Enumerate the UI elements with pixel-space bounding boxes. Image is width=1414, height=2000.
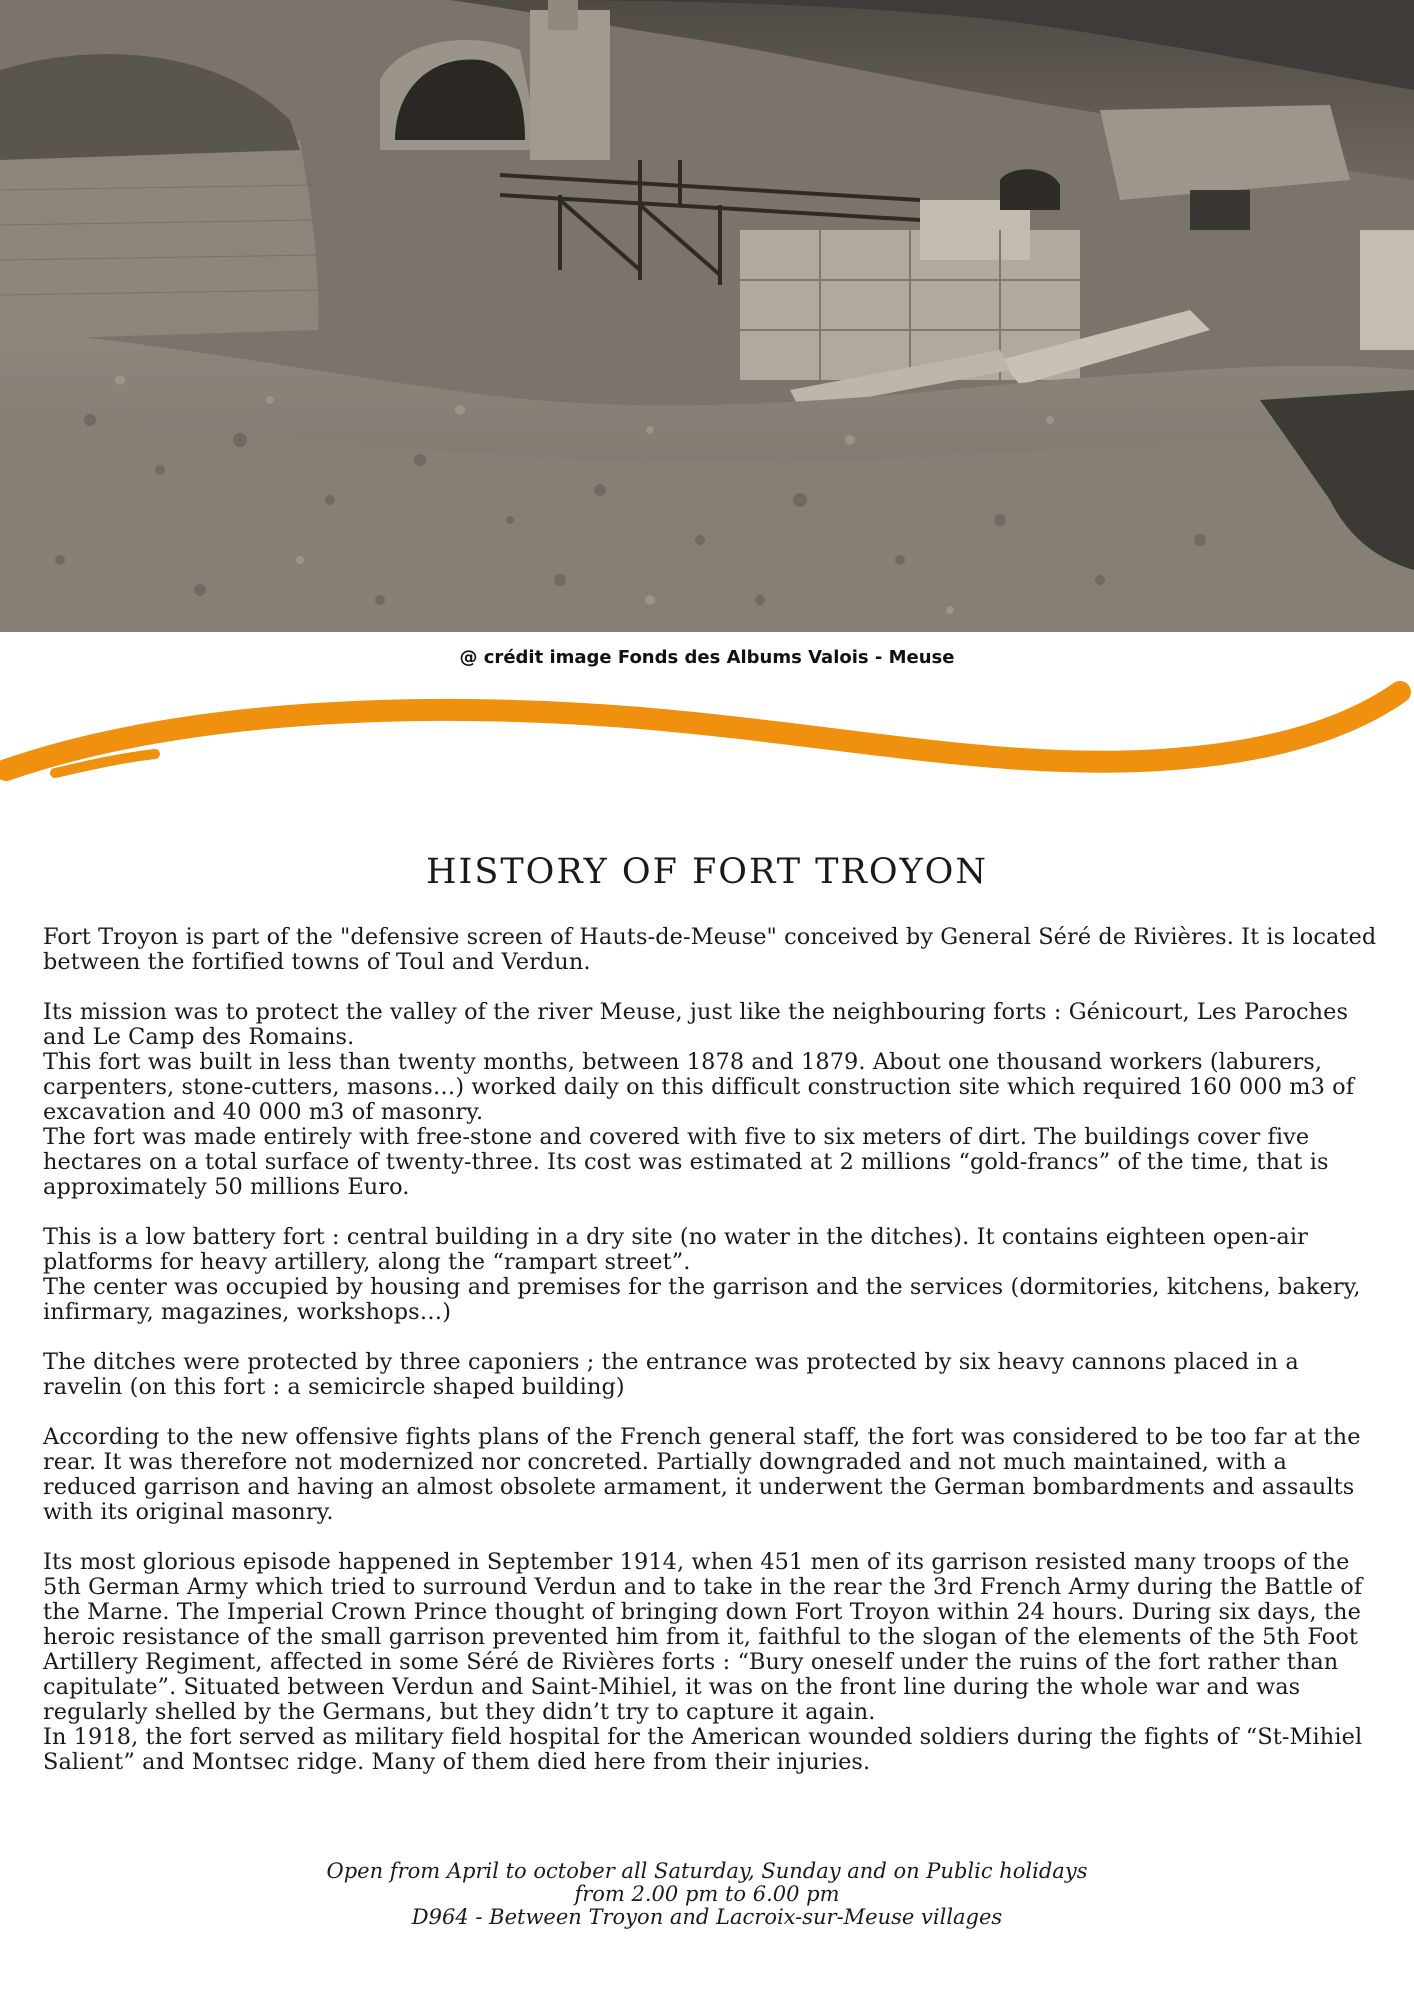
- swoosh-main-stroke: [6, 692, 1400, 770]
- history-body: [43, 925, 1383, 1800]
- image-credit: @ crédit image Fonds des Albums Valois - Meuse: [459, 647, 955, 668]
- opening-info: [0, 1860, 1414, 1929]
- paragraph-mission: Its mission was to protect the valley of the river Meuse, just like the neighbouring forts : Génicourt, Les Paroches and Le Camp des Romains. This fort was built in less than twenty months, between 1878 and 1879. About one thousand workers (laburers, carpenters, stone-cutters, masons…) worked daily on this difficult construction site which required 160 000 m3 of excavation and 40 000 m3 of masonry. The fort was made entirely with free-stone and covered with five to six meters of dirt. The buildings cover five hectares on a total surface of twenty-three. Its cost was estimated at 2 millions “gold-francs” of the time, that is approximately 50 millions Euro.: [43, 999, 1355, 1200]
- paragraph-ditches: The ditches were protected by three caponiers ; the entrance was protected by six heavy cannons placed in a ravelin (on this fort : a semicircle shaped building): [43, 1349, 1299, 1400]
- paragraph-1914: Its most glorious episode happened in September 1914, when 451 men of its garrison resisted many troops of the 5th German Army which tried to surround Verdun and to take in the rear the 3rd French Army during the Battle of the Marne. The Imperial Crown Prince thought of bringing down Fort Troyon within 24 hours. During six days, the heroic resistance of the small garrison prevented him from it, faithful to the slogan of the elements of the 5th Foot Artillery Regiment, affected in some Séré de Rivières forts : “Bury oneself under the ruins of the fort rather than capitulate”. Situated between Verdun and Saint-Mihiel, it was on the front line during the whole war and was regularly shelled by the Germans, but they didn’t try to capture it again. In 1918, the fort served as military field hospital for the American wounded soldiers during the fights of “St-Mihiel Salient” and Montsec ridge. Many of them died here from their injuries.: [43, 1549, 1363, 1775]
- paragraph-plans: According to the new offensive fights plans of the French general staff, the fort was considered to be too far at the rear. It was therefore not modernized nor concreted. Partially downgraded and not much maintained, with a reduced garrison and having an almost obsolete armament, it underwent the German bombardments and assaults with its original masonry.: [43, 1424, 1361, 1525]
- opening-days: Open from April to october all Saturday, Sunday and on Public holidays: [326, 1859, 1088, 1883]
- location: D964 - Between Troyon and Lacroix-sur-Meuse villages: [411, 1905, 1003, 1929]
- page-title: HISTORY OF FORT TROYON: [426, 852, 988, 892]
- fort-ruins-photo: [0, 0, 1414, 632]
- paragraph-battery: This is a low battery fort : central building in a dry site (no water in the ditches). It contains eighteen open-air platforms for heavy artillery, along the “rampart street”. The center was occupied by housing and premises for the garrison and the services (dormitories, kitchens, bakery, infirmary, magazines, workshops…): [43, 1224, 1361, 1325]
- photo-illustration: [0, 0, 1414, 632]
- opening-hours: from 2.00 pm to 6.00 pm: [574, 1882, 840, 1906]
- paragraph-intro: Fort Troyon is part of the "defensive screen of Hauts-de-Meuse" conceived by General Séré de Rivières. It is located between the fortified towns of Toul and Verdun.: [43, 924, 1377, 975]
- orange-swoosh-divider: [0, 680, 1414, 800]
